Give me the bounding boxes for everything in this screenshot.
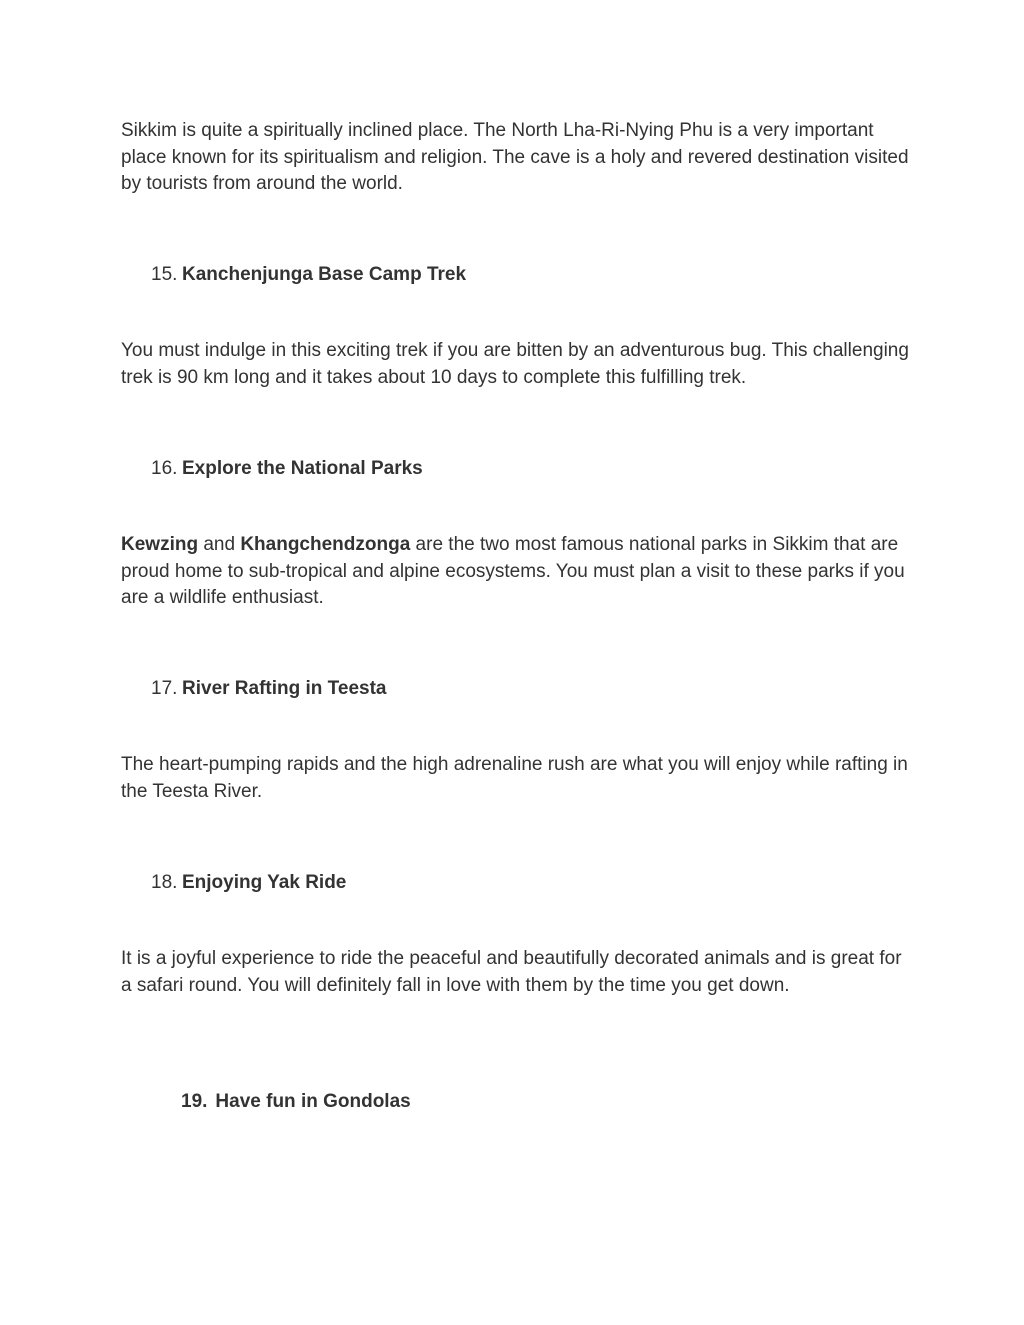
section-title: Enjoying Yak Ride <box>182 872 347 893</box>
section-title: Have fun in Gondolas <box>215 1091 411 1112</box>
paragraph-conjunction: and <box>198 534 241 555</box>
section-paragraph-17: The heart-pumping rapids and the high adrenaline rush are what you will enjoy while rafting in the Teesta River. <box>121 754 908 802</box>
section-paragraph-18: It is a joyful experience to ride the peaceful and beautifully decorated animals and is great for a safari round. You will definitely fall in love with them by the time you get down. <box>121 948 902 996</box>
section-heading-16 <box>151 456 423 482</box>
section-heading-19 <box>181 1089 411 1115</box>
section-heading-15 <box>151 262 466 288</box>
section-title: Explore the National Parks <box>182 458 423 479</box>
section-number: 15. <box>151 264 178 285</box>
section-heading-18 <box>151 870 346 896</box>
section-title: Kanchenjunga Base Camp Trek <box>182 264 467 285</box>
section-number: 18. <box>151 872 178 893</box>
section-heading-17 <box>151 676 386 702</box>
section-paragraph-16 <box>121 532 911 612</box>
park-name-khangchendzonga: Khangchendzonga <box>240 534 411 555</box>
section-number: 16. <box>151 458 178 479</box>
park-name-kewzing: Kewzing <box>121 534 199 555</box>
section-title: River Rafting in Teesta <box>182 678 387 699</box>
section-number: 19. <box>181 1091 208 1112</box>
paragraph-text: are the two most famous national parks in Sikkim that are proud home to sub-tropical and alpine ecosystems. You must plan a visit to these parks if you are a wildlife enthusiast. <box>121 534 905 608</box>
intro-paragraph: Sikkim is quite a spiritually inclined place. The North Lha-Ri-Nying Phu is a very important place known for its spiritualism and religion. The cave is a holy and revered destination visited by tourists from around the world. <box>121 120 909 194</box>
section-paragraph-15: You must indulge in this exciting trek if you are bitten by an adventurous bug. This challenging trek is 90 km long and it takes about 10 days to complete this fulfilling trek. <box>121 340 909 388</box>
section-number: 17. <box>151 678 178 699</box>
